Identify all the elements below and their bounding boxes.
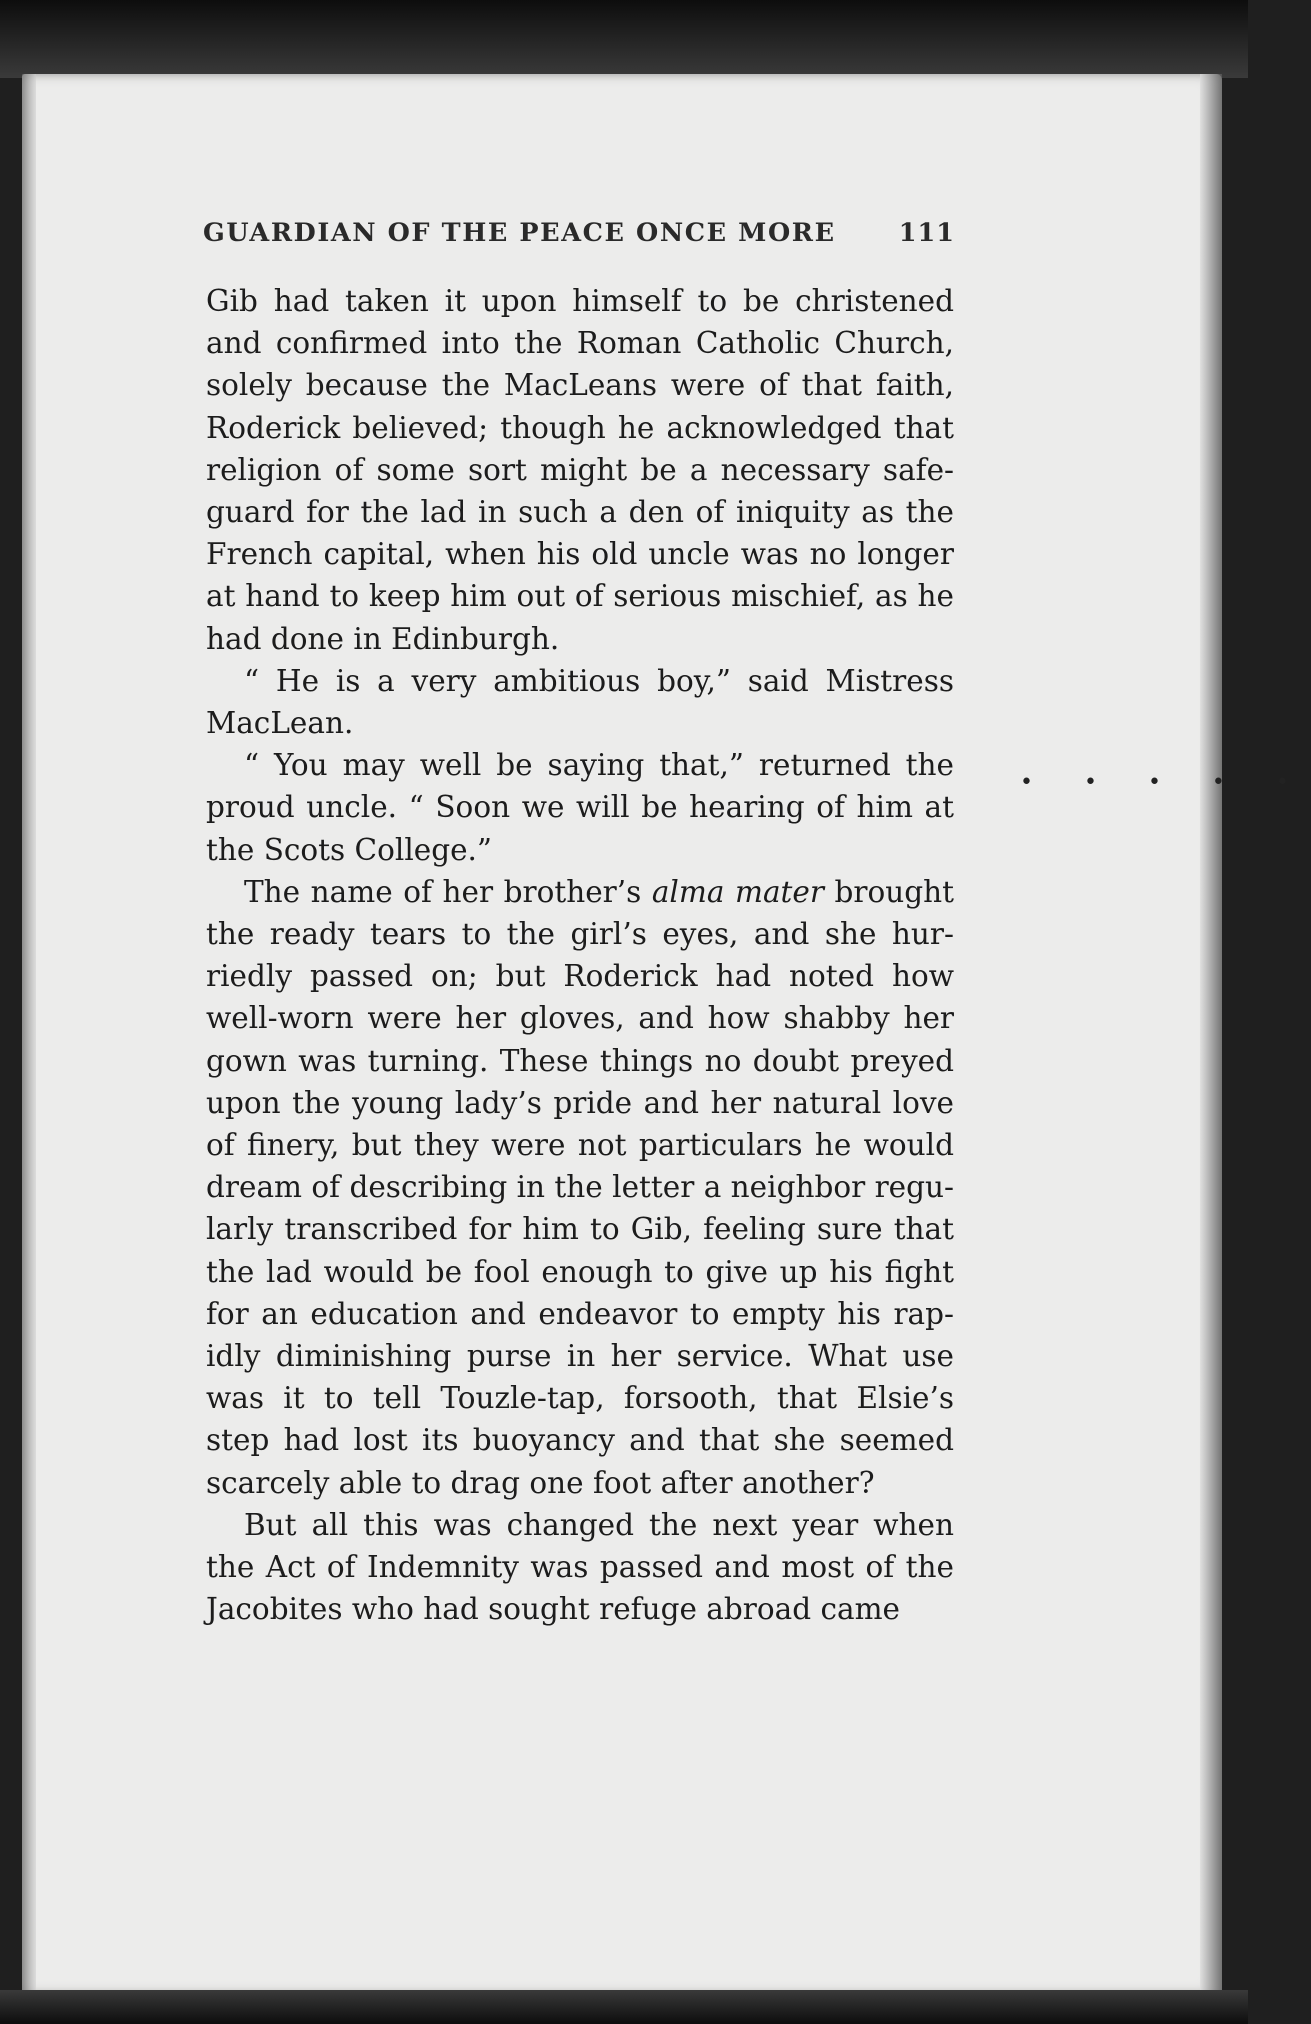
page-left-edge bbox=[22, 74, 36, 1994]
paragraph-1: Gib had taken it upon himself to be christened and confirmed into the Roman Catholic Church, solely because the MacLeans were of that faith, Roderick believed; though he acknowledged that religion of some sort might be a necessary safe-guard for the lad in such a den of iniquity as the French capital, when his old uncle was no longer at hand to keep him out of serious mischief, as he had done in Edinburgh. bbox=[206, 284, 954, 656]
page-number: 111 bbox=[898, 218, 955, 248]
paragraph-4-before: The name of her brother’s bbox=[244, 874, 652, 909]
paragraph-4 bbox=[206, 871, 954, 1504]
paragraph-3: “ You may well be saying that,” returned the proud uncle. “ Soon we will be hearing of him at the Scots College.” bbox=[206, 748, 954, 867]
page-right-edge bbox=[1200, 74, 1222, 1994]
scan-bottom-border bbox=[0, 1990, 1248, 2024]
paragraph-4-after: brought the ready tears to the girl’s eyes, and she hur-riedly passed on; but Roderick had noted how well-worn were her gloves, and how shabby her gown was turning. These things no doubt preyed upon the young lady’s pride and her natural love of finery, but they were not particulars he would dream of describing in the letter a neighbor regu-larly transcribed for him to Gib, feeling sure that the lad would be fool enough to give up his fight for an education and endeavor to empty his rap-idly diminishing purse in her service. What use was it to tell Touzle-tap, forsooth, that Elsie’s step had lost its buoyancy and that she seemed scarcely able to drag one foot after another? bbox=[206, 874, 955, 1500]
running-head: GUARDIAN OF THE PEACE ONCE MORE bbox=[203, 218, 836, 248]
scan-top-border bbox=[0, 0, 1248, 78]
paragraph-2: “ He is a very ambitious boy,” said Mistress MacLean. bbox=[206, 663, 954, 741]
page-header bbox=[203, 218, 955, 262]
body-text bbox=[206, 280, 954, 1631]
paragraph-5: But all this was changed the next year when the Act of Indemnity was passed and most of the Jacobites who had sought refuge abroad came bbox=[206, 1507, 954, 1627]
marginal-dots: • • • • • bbox=[1020, 770, 1311, 795]
italic-phrase: alma mater bbox=[651, 874, 824, 909]
